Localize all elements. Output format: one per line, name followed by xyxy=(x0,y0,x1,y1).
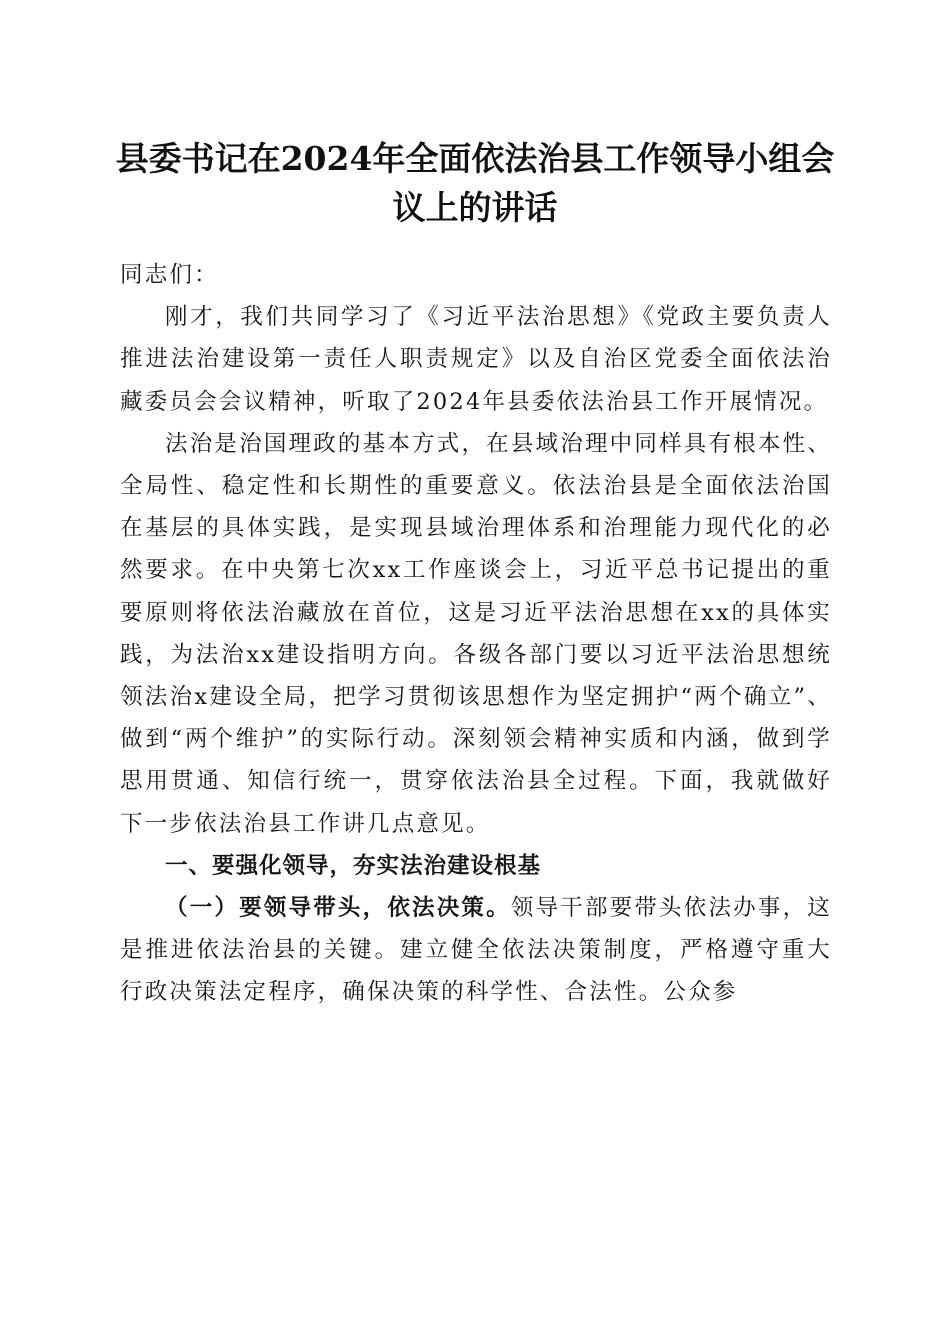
paragraph-intro: 刚才，我们共同学习了《习近平法治思想》《党政主要负责人推进法治建设第一责任人职责规定》以及自治区党委全面依法治藏委员会会议精神，听取了2024年县委依法治县工作开展情况。 xyxy=(120,304,832,415)
subsection-text: 领导干部要带头依法办事，这是推进依法治县的关键。建立健全依法决策制度，严格遵守重大行政决策法定程序，确保决策的科学性、合法性。公众参 xyxy=(120,895,832,1006)
subsection-lead: （一）要领导带头，依法决策。 xyxy=(165,895,511,922)
subsection-paragraph xyxy=(120,887,832,1014)
document-body xyxy=(120,254,832,1014)
paragraph-rule-of-law: 法治是治国理政的基本方式，在县域治理中同样具有根本性、全局性、稳定性和长期性的重要意义。依法治县是全面依法治国在基层的具体实践，是实现县域治理体系和治理能力现代化的必然要求。在中央第七次xx工作座谈会上，习近平总书记提出的重要原则将依法治藏放在首位，这是习近平法治思想在xx的具体实践，为法治xx建设指明方向。各级各部门要以习近平法治思想统领法治x建设全局，把学习贯彻该思想作为坚定拥护“两个确立”、做到“两个维护”的实际行动。深刻领会精神实质和内涵，做到学思用贯通、知信行统一，贯穿依法治县全过程。下面，我就做好下一步依法治县工作讲几点意见。 xyxy=(120,430,832,837)
document-title: 县委书记在2024年全面依法治县工作领导小组会议上的讲话 xyxy=(115,139,835,227)
salutation: 同志们： xyxy=(120,262,219,288)
section-heading-1: 一、要强化领导，夯实法治建设根基 xyxy=(165,852,542,879)
